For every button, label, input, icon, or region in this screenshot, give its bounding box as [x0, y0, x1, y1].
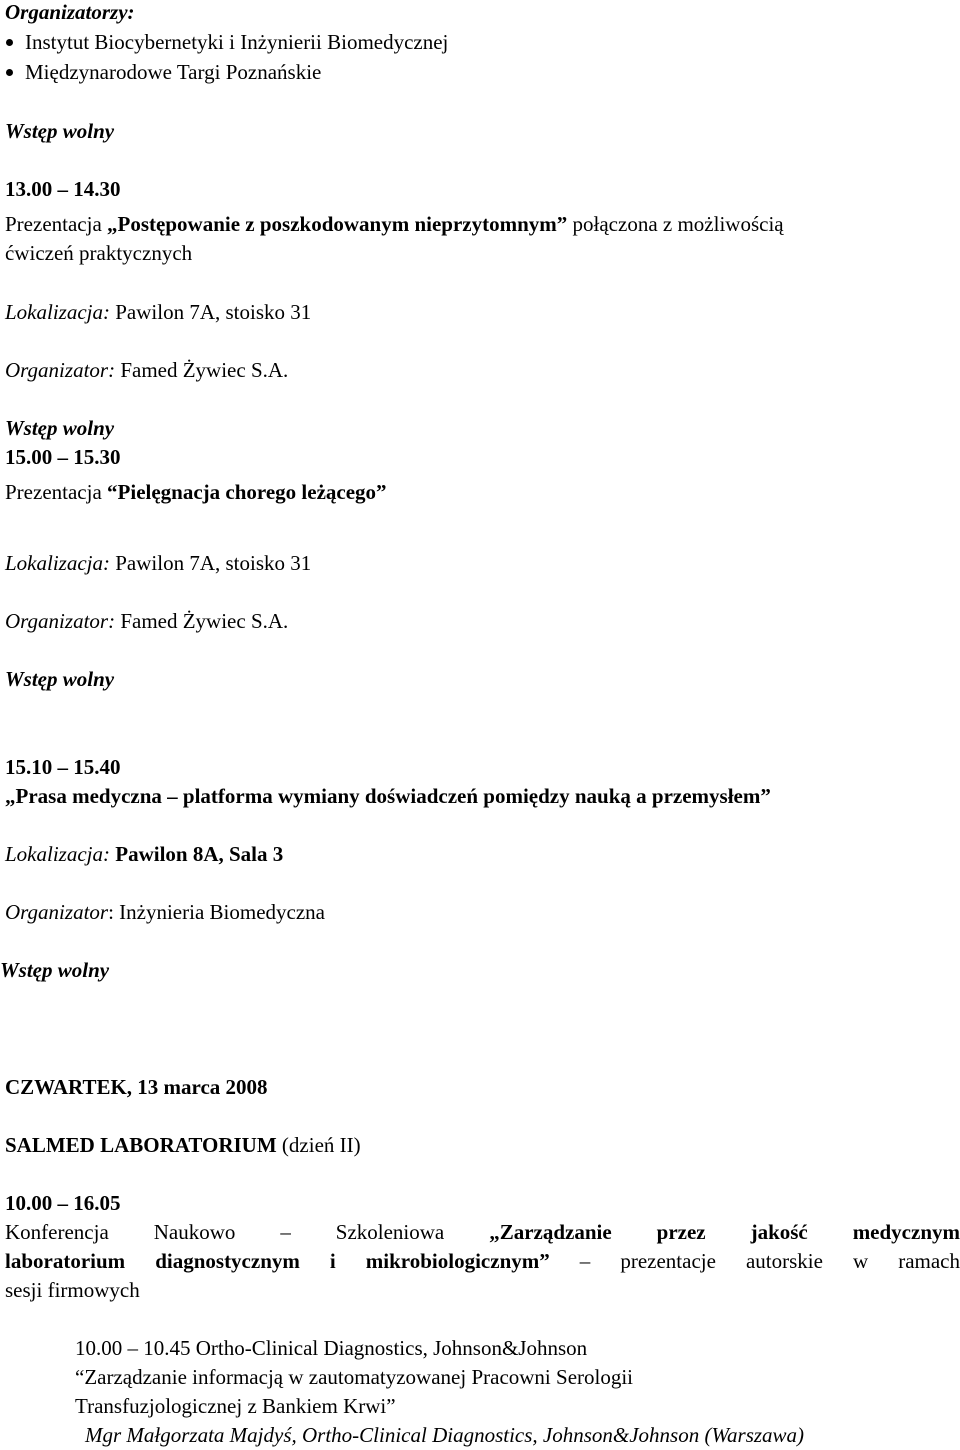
organizers-list — [0, 28, 448, 88]
entry-free: Wstęp wolny — [5, 416, 115, 440]
event-organizer: Organizator: Famed Żywiec S.A. — [5, 609, 289, 633]
event-location: Lokalizacja: Pawilon 8A, Sala 3 — [5, 842, 284, 866]
bullet-icon — [6, 39, 13, 46]
conference-title-line: sesji firmowych — [5, 1278, 140, 1302]
event-time: 10.00 – 16.05 — [5, 1191, 121, 1215]
lab-heading: SALMED LABORATORIUM (dzień II) — [5, 1133, 361, 1157]
entry-free: Wstęp wolny — [0, 958, 110, 982]
entry-free: Wstęp wolny — [5, 119, 115, 143]
event-title-line: Prezentacja “Pielęgnacja chorego leżącego” — [5, 480, 387, 504]
bullet-icon — [6, 69, 13, 76]
session-speaker: Mgr Małgorzata Majdyś, Ortho-Clinical Diagnostics, Johnson&Johnson (Warszawa) — [85, 1423, 805, 1447]
organizers-label: Organizatorzy: — [5, 0, 135, 24]
entry-free: Wstęp wolny — [5, 667, 115, 691]
event-title-line: ćwiczeń praktycznych — [5, 241, 193, 265]
session-title: Transfuzjologicznej z Bankiem Krwi” — [75, 1394, 396, 1418]
event-time: 13.00 – 14.30 — [5, 177, 121, 201]
list-item: Instytut Biocybernetyki i Inżynierii Biomedycznej — [0, 28, 448, 58]
list-item: Międzynarodowe Targi Poznańskie — [0, 58, 448, 88]
session-time: 10.00 – 10.45 Ortho-Clinical Diagnostics, Johnson&Johnson — [75, 1336, 588, 1360]
event-organizer: Organizator: Inżynieria Biomedyczna — [5, 900, 325, 924]
event-time: 15.10 – 15.40 — [5, 755, 121, 779]
event-organizer: Organizator: Famed Żywiec S.A. — [5, 358, 289, 382]
event-title: „Prasa medyczna – platforma wymiany doświadczeń pomiędzy nauką a przemysłem” — [5, 784, 771, 808]
event-location: Lokalizacja: Pawilon 7A, stoisko 31 — [5, 300, 312, 324]
session-title: “Zarządzanie informacją w zautomatyzowanej Pracowni Serologii — [75, 1365, 634, 1389]
day-heading: CZWARTEK, 13 marca 2008 — [5, 1075, 268, 1099]
conference-title-line: Konferencja Naukowo – Szkoleniowa „Zarządzanie przez jakość medycznym — [5, 1220, 960, 1244]
event-time: 15.00 – 15.30 — [5, 445, 121, 469]
event-location: Lokalizacja: Pawilon 7A, stoisko 31 — [5, 551, 312, 575]
conference-title-line: laboratorium diagnostycznym i mikrobiologicznym” – prezentacje autorskie w ramach — [5, 1249, 960, 1273]
event-title-line: Prezentacja „Postępowanie z poszkodowanym nieprzytomnym” połączona z możliwością — [5, 212, 784, 236]
